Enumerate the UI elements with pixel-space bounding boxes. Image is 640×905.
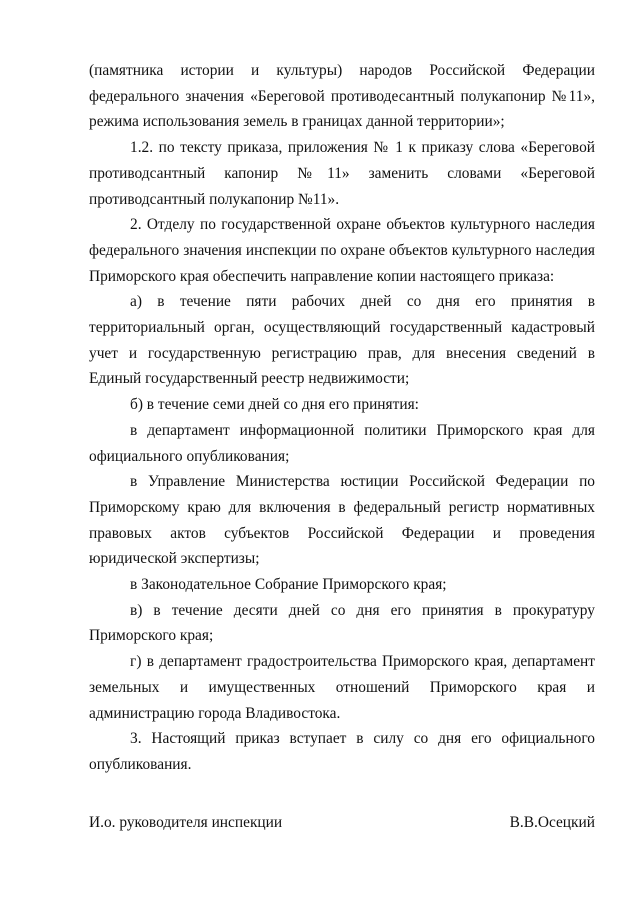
paragraph-item-2v: в) в течение десяти дней со дня его принятия в прокуратуру Приморского края; bbox=[89, 601, 595, 645]
paragraph-item-2g: г) в департамент градостроительства Приморского края, департамент земельных и имущественных отношений Приморского края и администрацию города Владивостока. bbox=[89, 653, 595, 722]
paragraph-item-1-2: 1.2. по тексту приказа, приложения № 1 к приказу слова «Береговой противодсантный капонир №11» заменить словами «Береговой противодсантный полукапонир №11». bbox=[89, 139, 595, 208]
signatory-name: В.В.Осецкий bbox=[509, 814, 595, 831]
paragraph-recipient-assembly: в Законодательное Собрание Приморского края; bbox=[130, 576, 447, 594]
paragraph-item-2a: а) в течение пяти рабочих дней со дня его принятия в территориальный орган, осуществляющий государственный кадастровый учет и государственную регистрацию прав, для внесения сведений в Единый государственный реестр недвижимости; bbox=[89, 293, 595, 388]
signature-block bbox=[89, 812, 595, 834]
paragraph-continuation: (памятника истории и культуры) народов Российской Федерации федерального значения «Береговой противодесантный полукапонир №11», режима использования земель в границах данной территории»; bbox=[89, 62, 595, 131]
paragraph-item-2b: б) в течение семи дней со дня его принятия: bbox=[130, 396, 419, 414]
paragraph-recipient-justice: в Управление Министерства юстиции Российской Федерации по Приморскому краю для включения в федеральный регистр нормативных правовых актов субъектов Российской Федерации и проведения юридической экспертизы; bbox=[89, 473, 595, 568]
paragraph-recipient-info-policy: в департамент информационной политики Приморского края для официального опубликования; bbox=[89, 421, 595, 465]
document-body bbox=[89, 58, 595, 778]
signatory-position: И.о. руководителя инспекции bbox=[89, 814, 283, 831]
paragraph-item-2: 2. Отделу по государственной охране объектов культурного наследия федерального значения инспекции по охране объектов культурного наследия Приморского края обеспечить направление копии настоящего приказа: bbox=[89, 216, 595, 285]
paragraph-item-3: 3. Настоящий приказ вступает в силу со дня его официального опубликования. bbox=[89, 730, 595, 773]
